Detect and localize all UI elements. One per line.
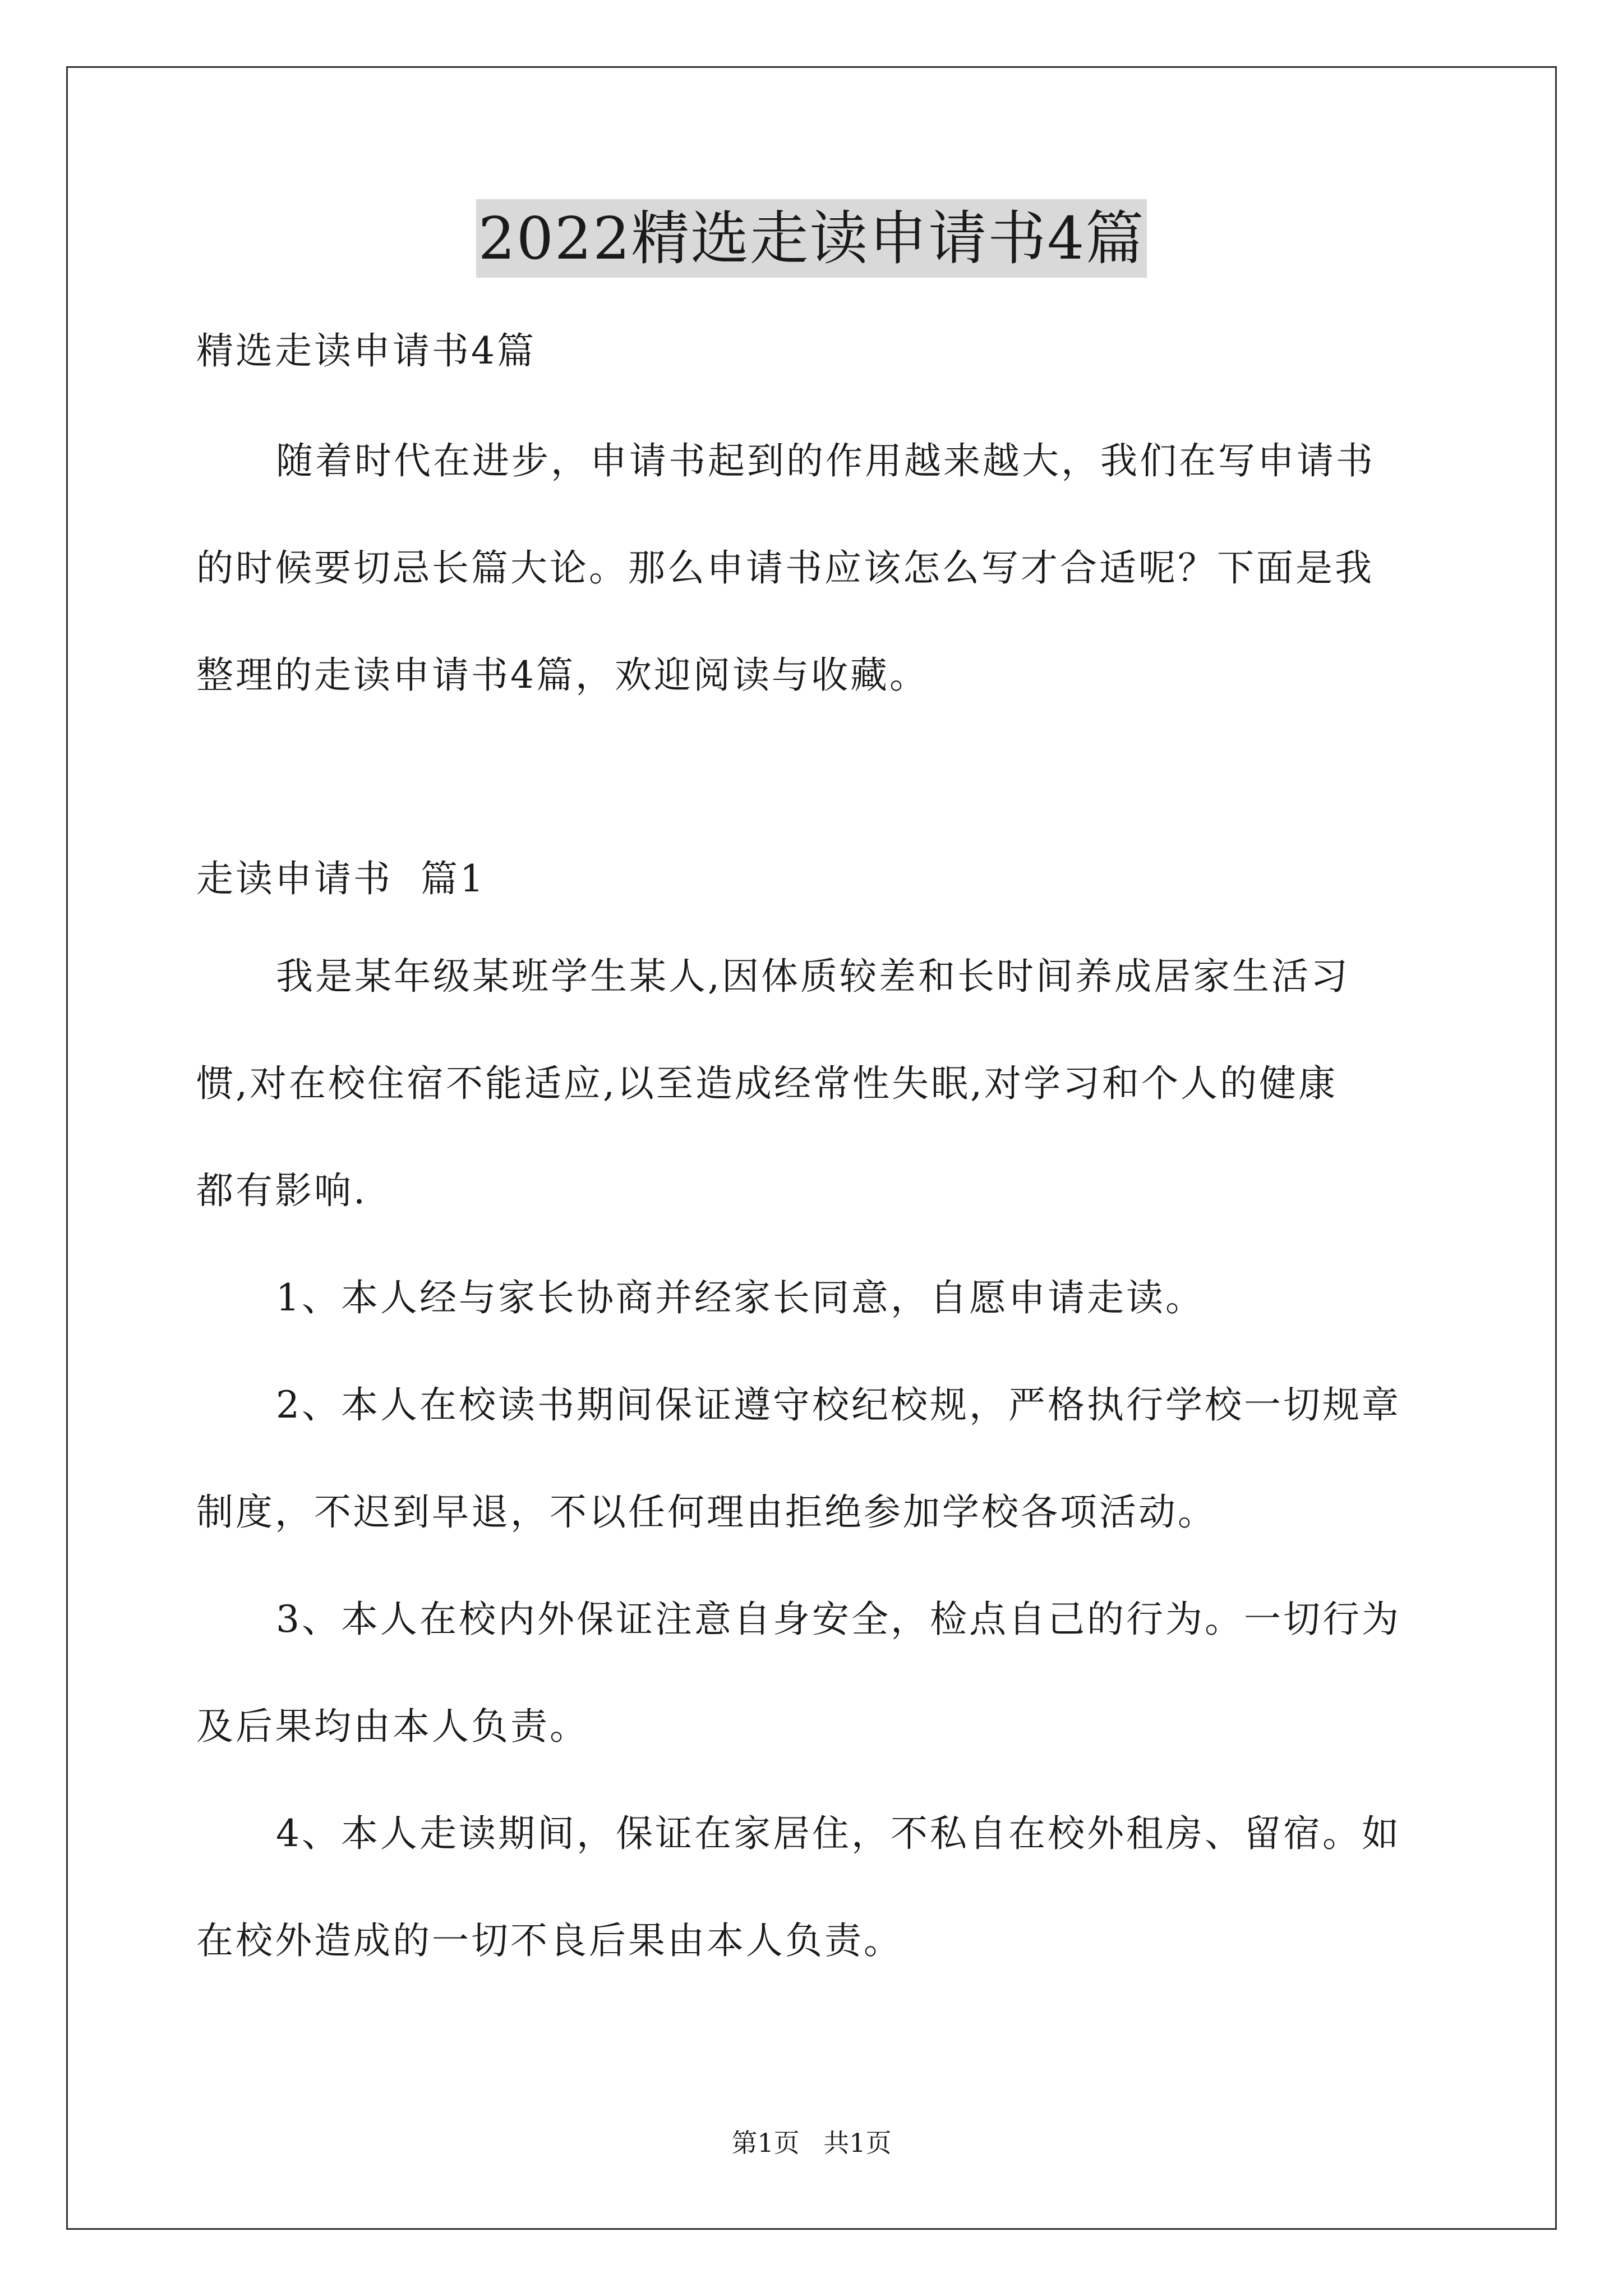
page-number: 第1页 — [731, 2128, 800, 2158]
body-line: 1、本人经与家长协商并经家长同意，自愿申请走读。 — [276, 1276, 1205, 1319]
body-line: 2、本人在校读书期间保证遵守校纪校规，严格执行学校一切规章 — [276, 1383, 1401, 1427]
intro-line: 的时候要切忌长篇大论。那么申请书应该怎么写才合适呢？下面是我 — [196, 546, 1374, 590]
body-line: 惯,对在校住宿不能适应,以至造成经常性失眠,对学习和个人的健康 — [196, 1062, 1338, 1105]
body-line: 我是某年级某班学生某人,因体质较差和长时间养成居家生活习 — [276, 955, 1350, 998]
subtitle: 精选走读申请书4篇 — [196, 329, 536, 372]
body-paragraph — [196, 1244, 1430, 1351]
body-line: 4、本人走读期间，保证在家居住，不私自在校外租房、留宿。如 — [276, 1812, 1401, 1855]
body-paragraph — [196, 923, 1430, 1244]
page-total: 共1页 — [823, 2128, 892, 2158]
intro-paragraph — [196, 407, 1430, 729]
body-line: 都有影响. — [196, 1169, 367, 1212]
document-body — [196, 302, 1430, 1994]
document-title: 2022精选走读申请书4篇 — [476, 199, 1147, 278]
intro-line: 随着时代在进步，申请书起到的作用越来越大，我们在写申请书 — [276, 439, 1375, 482]
intro-line: 整理的走读申请书4篇，欢迎阅读与收藏。 — [196, 654, 929, 697]
body-line: 3、本人在校内外保证注意自身安全，检点自己的行为。一切行为 — [276, 1598, 1401, 1641]
body-line: 及后果均由本人负责。 — [196, 1705, 589, 1748]
body-line: 在校外造成的一切不良后果由本人负责。 — [196, 1919, 903, 1962]
body-paragraph — [196, 1351, 1430, 1566]
page-footer — [0, 2126, 1623, 2160]
body-paragraph — [196, 1780, 1430, 1994]
title-wrap — [0, 199, 1623, 278]
body-line: 制度，不迟到早退，不以任何理由拒绝参加学校各项活动。 — [196, 1490, 1217, 1534]
section-heading: 走读申请书 篇1 — [196, 857, 486, 900]
body-paragraph — [196, 1566, 1430, 1780]
